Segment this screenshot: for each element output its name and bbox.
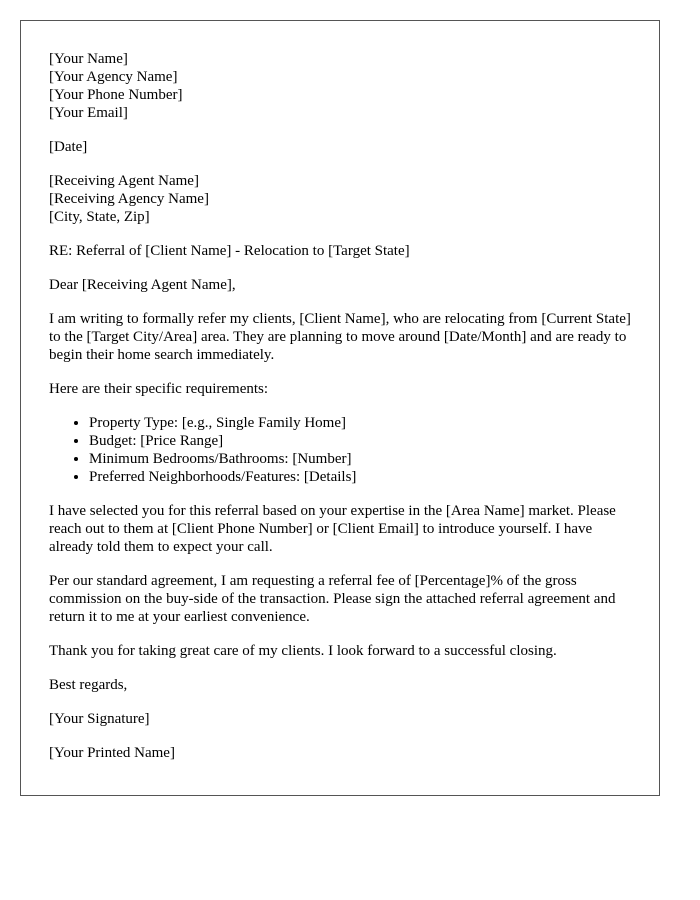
list-item: • Minimum Bedrooms/Bathrooms: [Number] xyxy=(89,450,631,468)
salutation: Dear [Receiving Agent Name], xyxy=(49,277,236,293)
date-block xyxy=(49,138,631,156)
sender-agency: [Your Agency Name] xyxy=(49,69,178,85)
selection-paragraph: I have selected you for this referral based on your expertise in the [Area Name] market. Please reach out to them at [Client Phone Number] or [Client Email] to introduce yourself. I have already told them to expect your call. xyxy=(49,503,616,555)
list-item: • Budget: [Price Range] xyxy=(89,432,631,450)
requirements-list xyxy=(49,414,631,486)
requirements-lead: Here are their specific requirements: xyxy=(49,381,269,397)
recipient-name: [Receiving Agent Name] xyxy=(49,173,199,189)
thanks-paragraph: Thank you for taking great care of my clients. I look forward to a successful closing. xyxy=(49,643,557,659)
sender-block xyxy=(49,50,631,122)
intro-paragraph: I am writing to formally refer my clients, [Client Name], who are relocating from [Current State] to the [Target City/Area] area. They are planning to move around [Date/Month] and are ready to begin their home search immediately. xyxy=(49,311,631,363)
list-item: • Preferred Neighborhoods/Features: [Details] xyxy=(89,468,631,486)
sender-email: [Your Email] xyxy=(49,105,128,121)
recipient-address: [City, State, Zip] xyxy=(49,209,150,225)
signature: [Your Signature] xyxy=(49,711,150,727)
printed-name: [Your Printed Name] xyxy=(49,745,175,761)
subject-line: RE: Referral of [Client Name] - Relocation to [Target State] xyxy=(49,243,410,259)
sender-name: [Your Name] xyxy=(49,51,128,67)
fee-paragraph: Per our standard agreement, I am requesting a referral fee of [Percentage]% of the gross commission on the buy-side of the transaction. Please sign the attached referral agreement and return it to me at your earliest convenience. xyxy=(49,573,616,625)
sender-phone: [Your Phone Number] xyxy=(49,87,183,103)
letter-page xyxy=(20,20,660,796)
recipient-agency: [Receiving Agency Name] xyxy=(49,191,209,207)
list-item: • Property Type: [e.g., Single Family Home] xyxy=(89,414,631,432)
letter-date: [Date] xyxy=(49,139,88,155)
recipient-block xyxy=(49,172,631,226)
closing: Best regards, xyxy=(49,677,128,693)
